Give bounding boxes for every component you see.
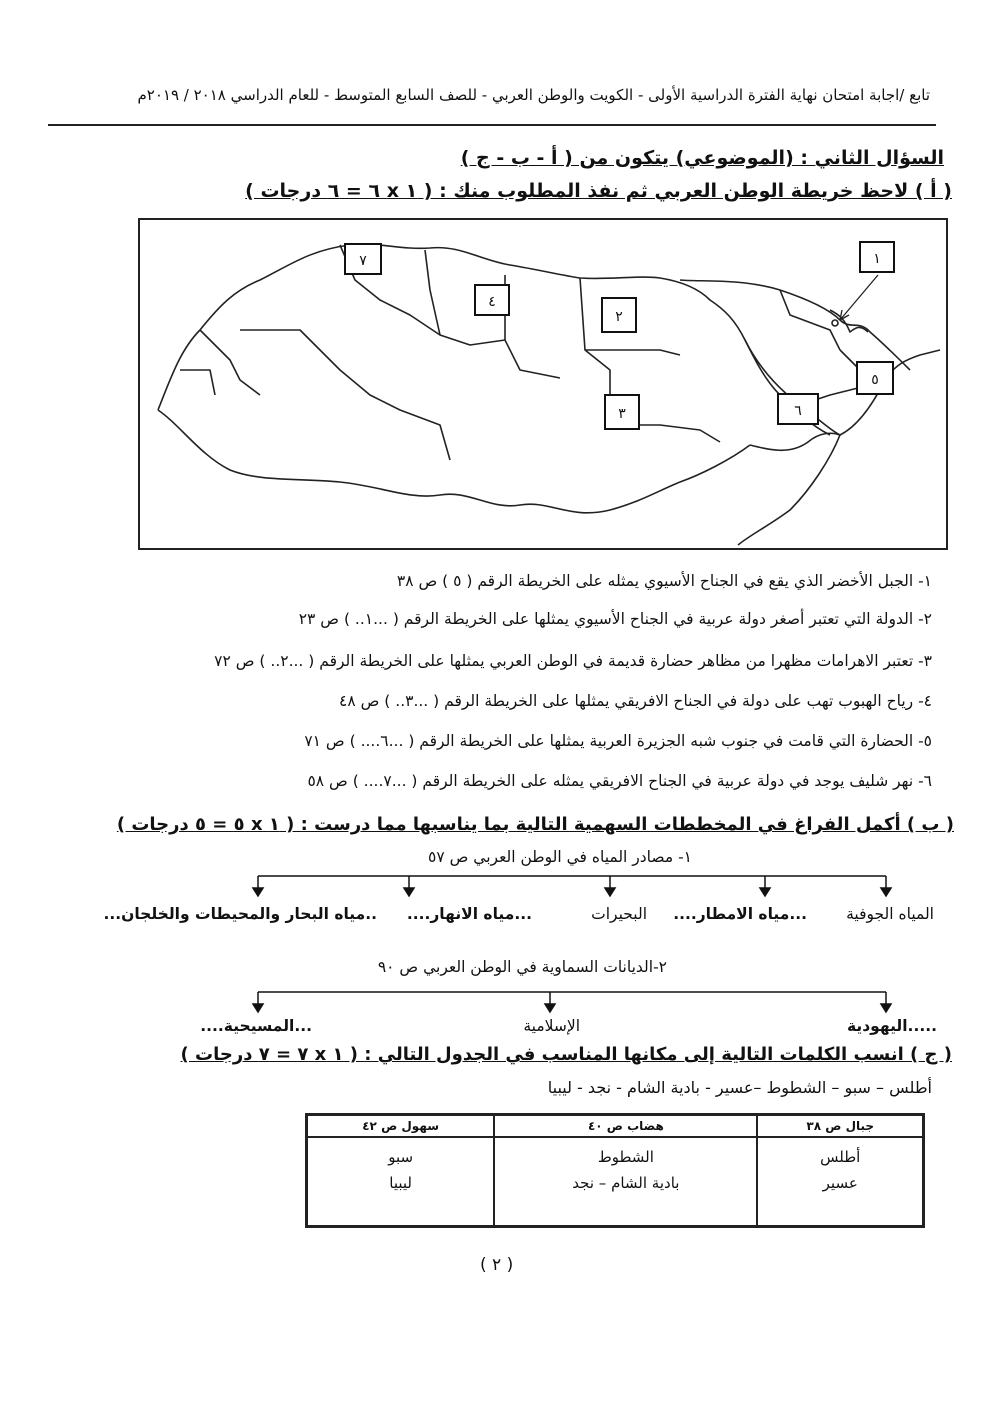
map-outline-drawing <box>140 220 946 548</box>
part-a-item-3: ٣- تعتبر الاهرامات مظهرا من مظاهر حضارة قديمة في الوطن العربي يمثلها على الخريطة الرقم ( ...٢.. ) ص ٧٢ <box>214 652 932 670</box>
map-label-7: ٧ <box>359 253 367 269</box>
map-label-5: ٥ <box>871 372 879 388</box>
question-2-title: السؤال الثاني : (الموضوعي) يتكون من ( أ - ب - ج ) <box>460 147 944 169</box>
diagram-2-arrows <box>250 986 895 1016</box>
table-cell-plateaus <box>494 1137 757 1227</box>
map-label-1: ١ <box>873 251 881 267</box>
diagram-1-title: ١- مصادر المياه في الوطن العربي ص ٥٧ <box>428 848 692 866</box>
plateaus-item-2: بادية الشام – نجد <box>572 1174 680 1192</box>
part-b-title: ( ب ) أكمل الفراغ في المخططات السهمية التالية بما يناسبها مما درست : ( ١ x ٥ = ٥ درجات ) <box>116 814 954 835</box>
table-header-plains: سهول ص ٤٢ <box>307 1115 495 1138</box>
page-header: تابع /اجابة امتحان نهاية الفترة الدراسية الأولى - الكويت والوطن العربي - للصف السابع المتوسط - للعام الدراسي ٢٠١٨ / ٢٠١٩م <box>137 86 930 104</box>
part-c-title: ( ج ) انسب الكلمات التالية إلى مكانها المناسب في الجدول التالي : ( ١ x ٧ = ٧ درجات ) <box>180 1044 952 1065</box>
table-header-plateaus: هضاب ص ٤٠ <box>494 1115 757 1138</box>
part-a-item-6: ٦- نهر شليف يوجد في دولة عربية في الجناح الافريقي يمثله على الخريطة الرقم ( ...٧.... ) ص ٥٨ <box>307 772 932 790</box>
diagram-2-title: ٢-الديانات السماوية في الوطن العربي ص ٩٠ <box>377 958 667 976</box>
plains-item-2: ليبيا <box>389 1174 413 1192</box>
part-a-item-1: ١- الجبل الأخضر الذي يقع في الجناح الأسيوي يمثله على الخريطة الرقم ( ٥ ) ص ٣٨ <box>396 572 932 590</box>
diagram-1-item-1: المياه الجوفية <box>846 905 934 923</box>
page-number: ( ٢ ) <box>480 1255 514 1275</box>
plateaus-item-1: الشطوط <box>597 1148 654 1166</box>
part-a-title: ( أ ) لاحظ خريطة الوطن العربي ثم نفذ المطلوب منك : ( ١ x ٦ = ٦ درجات ) <box>245 180 952 202</box>
diagram-1-arrows <box>250 870 895 900</box>
mountains-item-2: عسير <box>822 1174 858 1192</box>
diagram-1-item-5: ..مياه البحار والمحيطات والخلجان... <box>103 905 377 923</box>
diagram-1-item-2: ...مياه الامطار.... <box>673 905 807 923</box>
part-a-item-2: ٢- الدولة التي تعتبر أصغر دولة عربية في الجناح الأسيوي يمثلها على الخريطة الرقم ( ...١.. ) ص ٢٣ <box>298 610 932 628</box>
map-label-4: ٤ <box>488 294 496 310</box>
part-a-item-5: ٥- الحضارة التي قامت في جنوب شبه الجزيرة العربية يمثلها على الخريطة الرقم ( ...٦.... ) ص ٧١ <box>304 732 932 750</box>
diagram-2-item-1: .....اليهودية <box>846 1017 937 1035</box>
diagram-1-item-4: ...مياه الانهار.... <box>406 905 532 923</box>
diagram-2-item-2: الإسلامية <box>523 1017 580 1035</box>
part-a-item-4: ٤- رياح الهبوب تهب على دولة في الجناح الافريقي يمثلها على الخريطة الرقم ( ...٣.. ) ص ٤٨ <box>339 692 932 710</box>
arab-world-map <box>138 218 948 550</box>
table-cell-mountains <box>757 1137 923 1227</box>
plains-item-1: سبو <box>388 1148 414 1166</box>
diagram-2-item-3: ...المسيحية.... <box>200 1017 312 1035</box>
map-label-2: ٢ <box>615 309 623 325</box>
map-label-3: ٣ <box>618 406 626 422</box>
classification-table <box>305 1113 925 1228</box>
diagram-1-item-3: البحيرات <box>591 905 647 923</box>
header-divider <box>48 124 936 126</box>
table-header-mountains: جبال ص ٣٨ <box>757 1115 923 1138</box>
map-label-6: ٦ <box>794 403 802 419</box>
mountains-item-1: أطلس <box>820 1148 861 1166</box>
table-cell-plains <box>307 1137 495 1227</box>
part-c-word-bank: أطلس – سبو – الشطوط –عسير - بادية الشام - نجد - ليبيا <box>547 1078 932 1097</box>
